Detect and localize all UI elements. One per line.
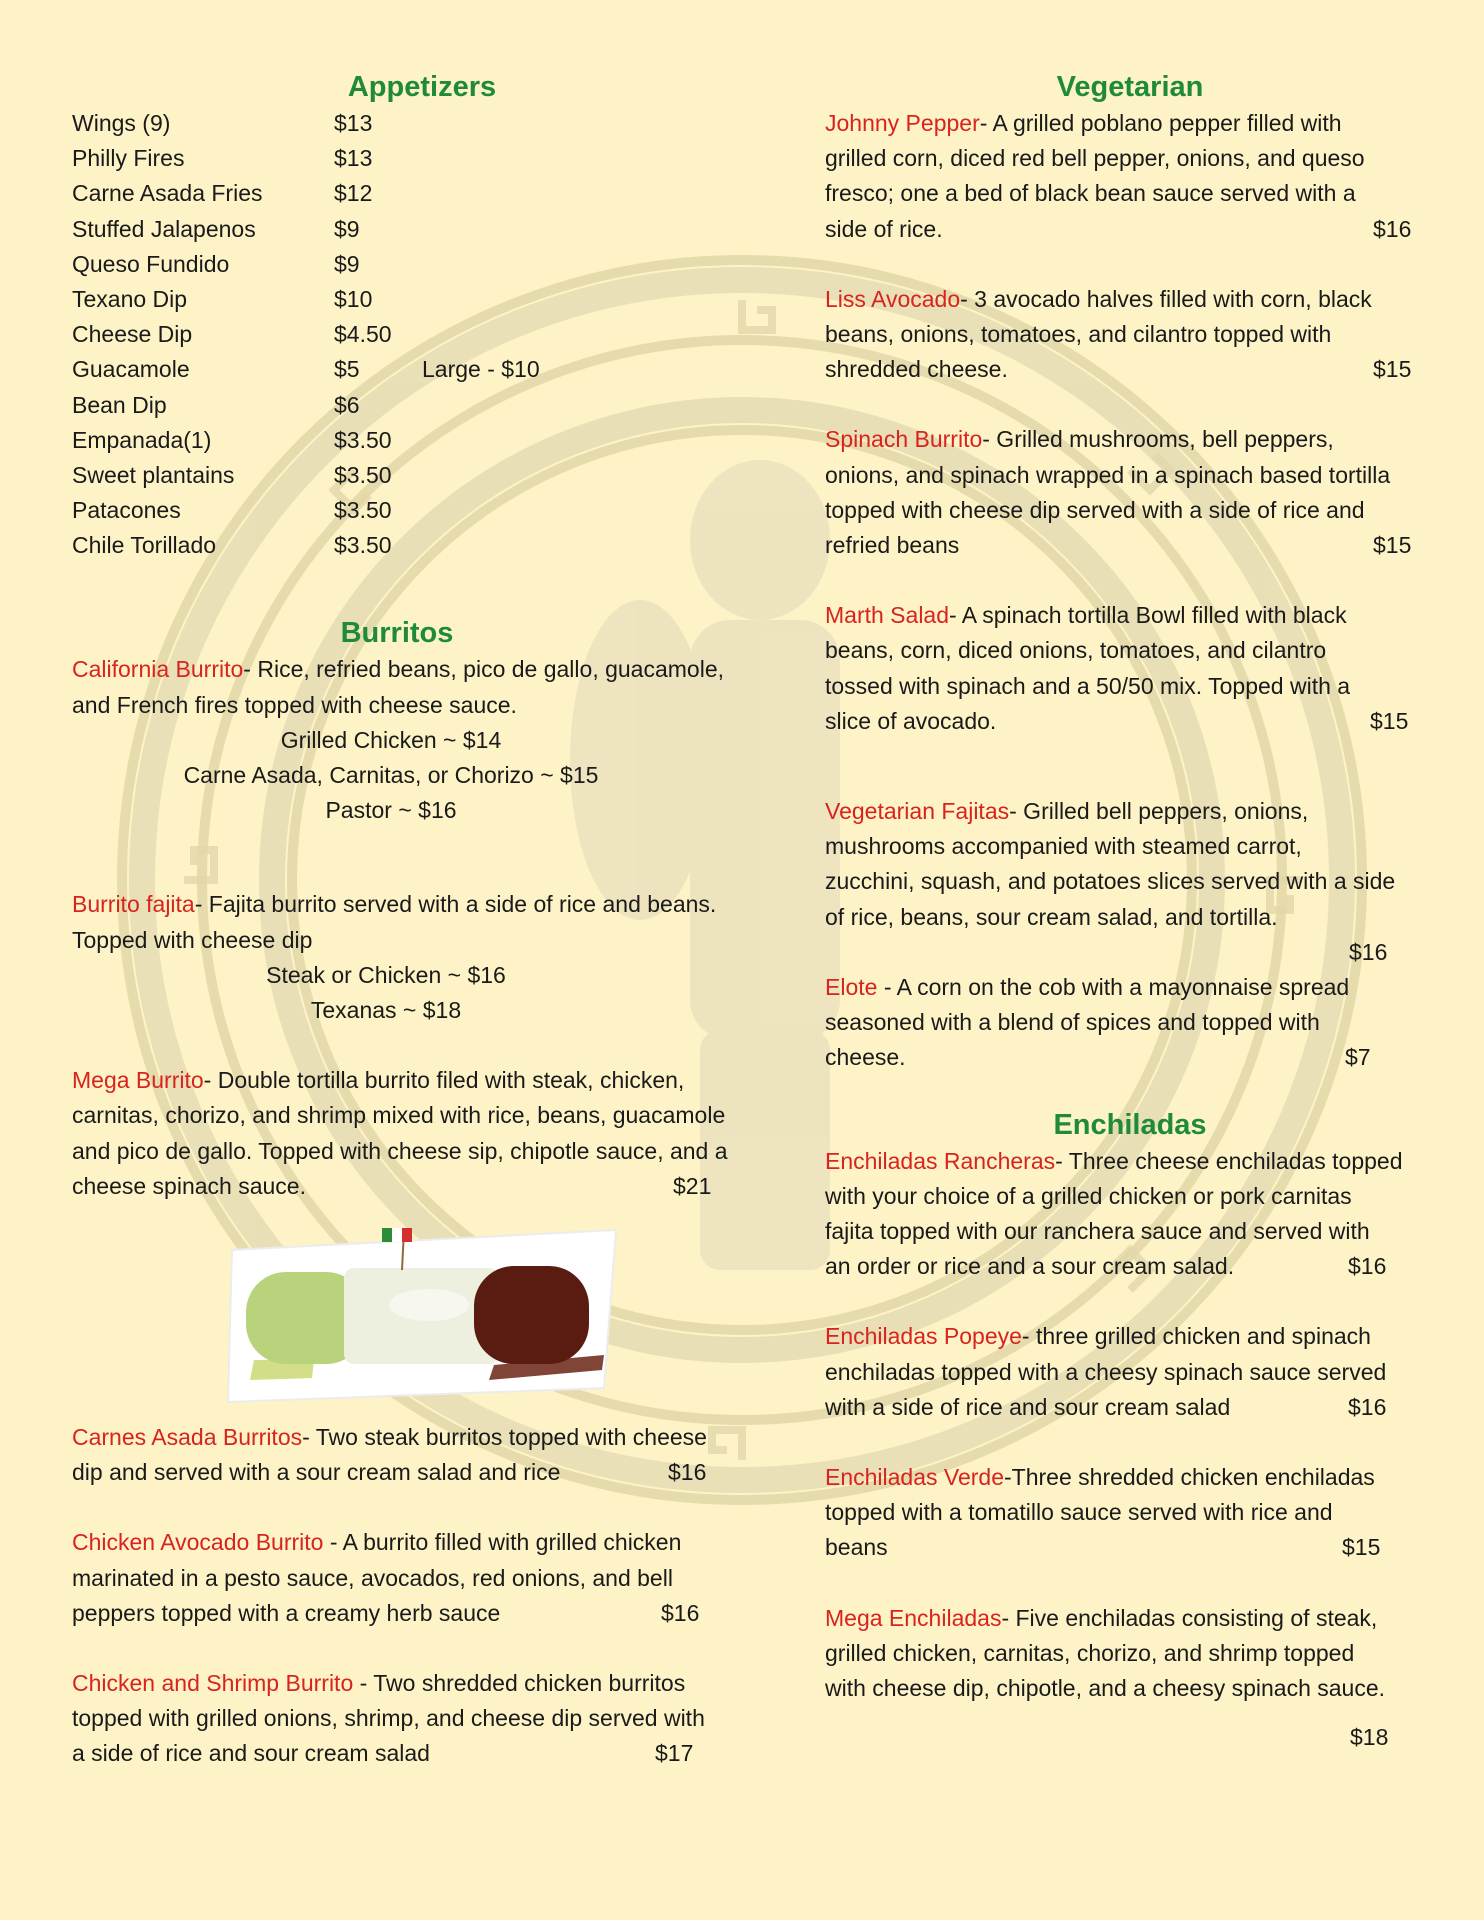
appetizer-list	[72, 106, 772, 563]
vegetarian-title: Vegetarian	[1056, 71, 1204, 103]
list-item: Philly Fires $13	[72, 145, 373, 172]
menu-item-chicken-shrimp-burrito: Chicken and Shrimp Burrito - Two shredded chicken burritos topped with grilled onions, shrimp, and cheese dip served with a side of rice and sour cream salad $17	[72, 1666, 772, 1772]
list-item: Bean Dip $6	[72, 391, 360, 418]
list-item: Cheese Dip $4.50	[72, 321, 392, 348]
price: $16	[668, 1459, 707, 1486]
price: $16	[1348, 1393, 1387, 1420]
menu-item-mega-burrito: Mega Burrito- Double tortilla burrito filed with steak, chicken, carnitas, chorizo, and shrimp mixed with rice, beans, guacamole and pico de gallo. Topped with cheese sip, chipotle sauce, and a cheese spinach sauce. $21	[72, 1063, 772, 1204]
list-item: Wings (9) $13	[72, 110, 373, 136]
price: $7	[1345, 1044, 1371, 1071]
menu-item-california-burrito: California Burrito- Rice, refried beans, pico de gallo, guacamole, and French fires topped with cheese sauce. Grilled Chicken ~ $14 Carne Asada, Carnitas, or Chorizo ~ $15 Pastor ~ $16	[72, 656, 725, 824]
menu-item-chicken-avocado-burrito: Chicken Avocado Burrito - A burrito filled with grilled chicken marinated in a pesto sauce, avocados, red onions, and bell peppers topped with a creamy herb sauce $16	[72, 1525, 772, 1631]
price: $16	[661, 1599, 700, 1626]
right-column	[825, 68, 1435, 1755]
price: $16	[1348, 1253, 1387, 1280]
list-item: Sweet plantains $3.50	[72, 461, 392, 488]
list-item: Texano Dip $10	[72, 285, 373, 312]
menu-item-marth-salad: Marth Salad- A spinach tortilla Bowl filled with black beans, corn, diced onions, tomatoes, and cilantro tossed with spinach and a 50/50 mix. Topped with a slice of avocado. $15	[825, 598, 1435, 739]
price: $15	[1373, 356, 1412, 383]
menu-item-burrito-fajita: Burrito fajita- Fajita burrito served with a side of rice and beans. Topped with cheese dip Steak or Chicken ~ $16 Texanas ~ $18	[72, 891, 717, 1024]
mega-burrito-photo	[224, 1210, 624, 1405]
list-item: Guacamole $5 Large - $10	[72, 352, 772, 387]
burritos-title: Burritos	[340, 617, 454, 650]
list-item: Empanada(1) $3.50	[72, 426, 392, 453]
left-column	[72, 68, 772, 1772]
menu-item-enchiladas-verde: Enchiladas Verde-Three shredded chicken enchiladas topped with a tomatillo sauce served with rice and beans $15	[825, 1460, 1435, 1566]
price: $15	[1370, 707, 1409, 734]
menu-item-carnes-asada-burritos: Carnes Asada Burritos- Two steak burritos topped with cheese dip and served with a sour cream salad and rice $16	[72, 1420, 772, 1490]
price: $17	[655, 1740, 694, 1767]
menu-item-enchiladas-popeye: Enchiladas Popeye- three grilled chicken and spinach enchiladas topped with a cheesy spinach sauce served with a side of rice and sour cream salad $16	[825, 1319, 1435, 1425]
price: $16	[1349, 938, 1388, 965]
menu-item-mega-enchiladas: Mega Enchiladas- Five enchiladas consisting of steak, grilled chicken, carnitas, chorizo, and shrimp topped with cheese dip, chipotle, and a cheesy spinach sauce. $18	[825, 1601, 1435, 1756]
price: $18	[1350, 1724, 1389, 1751]
list-item: Carne Asada Fries $12	[72, 180, 373, 207]
menu-item-enchiladas-rancheras: Enchiladas Rancheras- Three cheese enchiladas topped with your choice of a grilled chicken or pork carnitas fajita topped with our ranchera sauce and served with an order or rice and a sour cream salad. $16	[825, 1144, 1435, 1285]
appetizers-title: Appetizers	[347, 71, 497, 103]
large-size-price: Large - $10	[422, 356, 540, 383]
price: $21	[673, 1172, 712, 1199]
list-item: Queso Fundido $9	[72, 250, 360, 277]
menu-item-vegetarian-fajitas: Vegetarian Fajitas- Grilled bell peppers, onions, mushrooms accompanied with steamed carrot, zucchini, squash, and potatoes slices served with a side of rice, beans, sour cream salad, and tortilla. $16	[825, 794, 1435, 970]
list-item: Patacones $3.50	[72, 497, 392, 524]
menu-item-spinach-burrito: Spinach Burrito- Grilled mushrooms, bell peppers, onions, and spinach wrapped in a spinach based tortilla topped with cheese dip served with a side of rice and refried beans $15	[825, 422, 1435, 563]
price: $16	[1373, 215, 1412, 242]
list-item: Stuffed Jalapenos $9	[72, 215, 360, 242]
menu-item-johnny-pepper: Johnny Pepper- A grilled poblano pepper filled with grilled corn, diced red bell pepper, onions, and queso fresco; one a bed of black bean sauce served with a side of rice. $16	[825, 106, 1435, 247]
menu-item-liss-avocado: Liss Avocado- 3 avocado halves filled with corn, black beans, onions, tomatoes, and cilantro topped with shredded cheese. $15	[825, 282, 1435, 388]
enchiladas-title: Enchiladas	[1053, 1108, 1207, 1141]
price: $15	[1342, 1534, 1381, 1561]
price: $15	[1373, 532, 1412, 558]
menu-item-elote: Elote - A corn on the cob with a mayonnaise spread seasoned with a blend of spices and topped with cheese. $7	[825, 970, 1435, 1076]
list-item: Chile Torillado $3.50	[72, 532, 392, 559]
